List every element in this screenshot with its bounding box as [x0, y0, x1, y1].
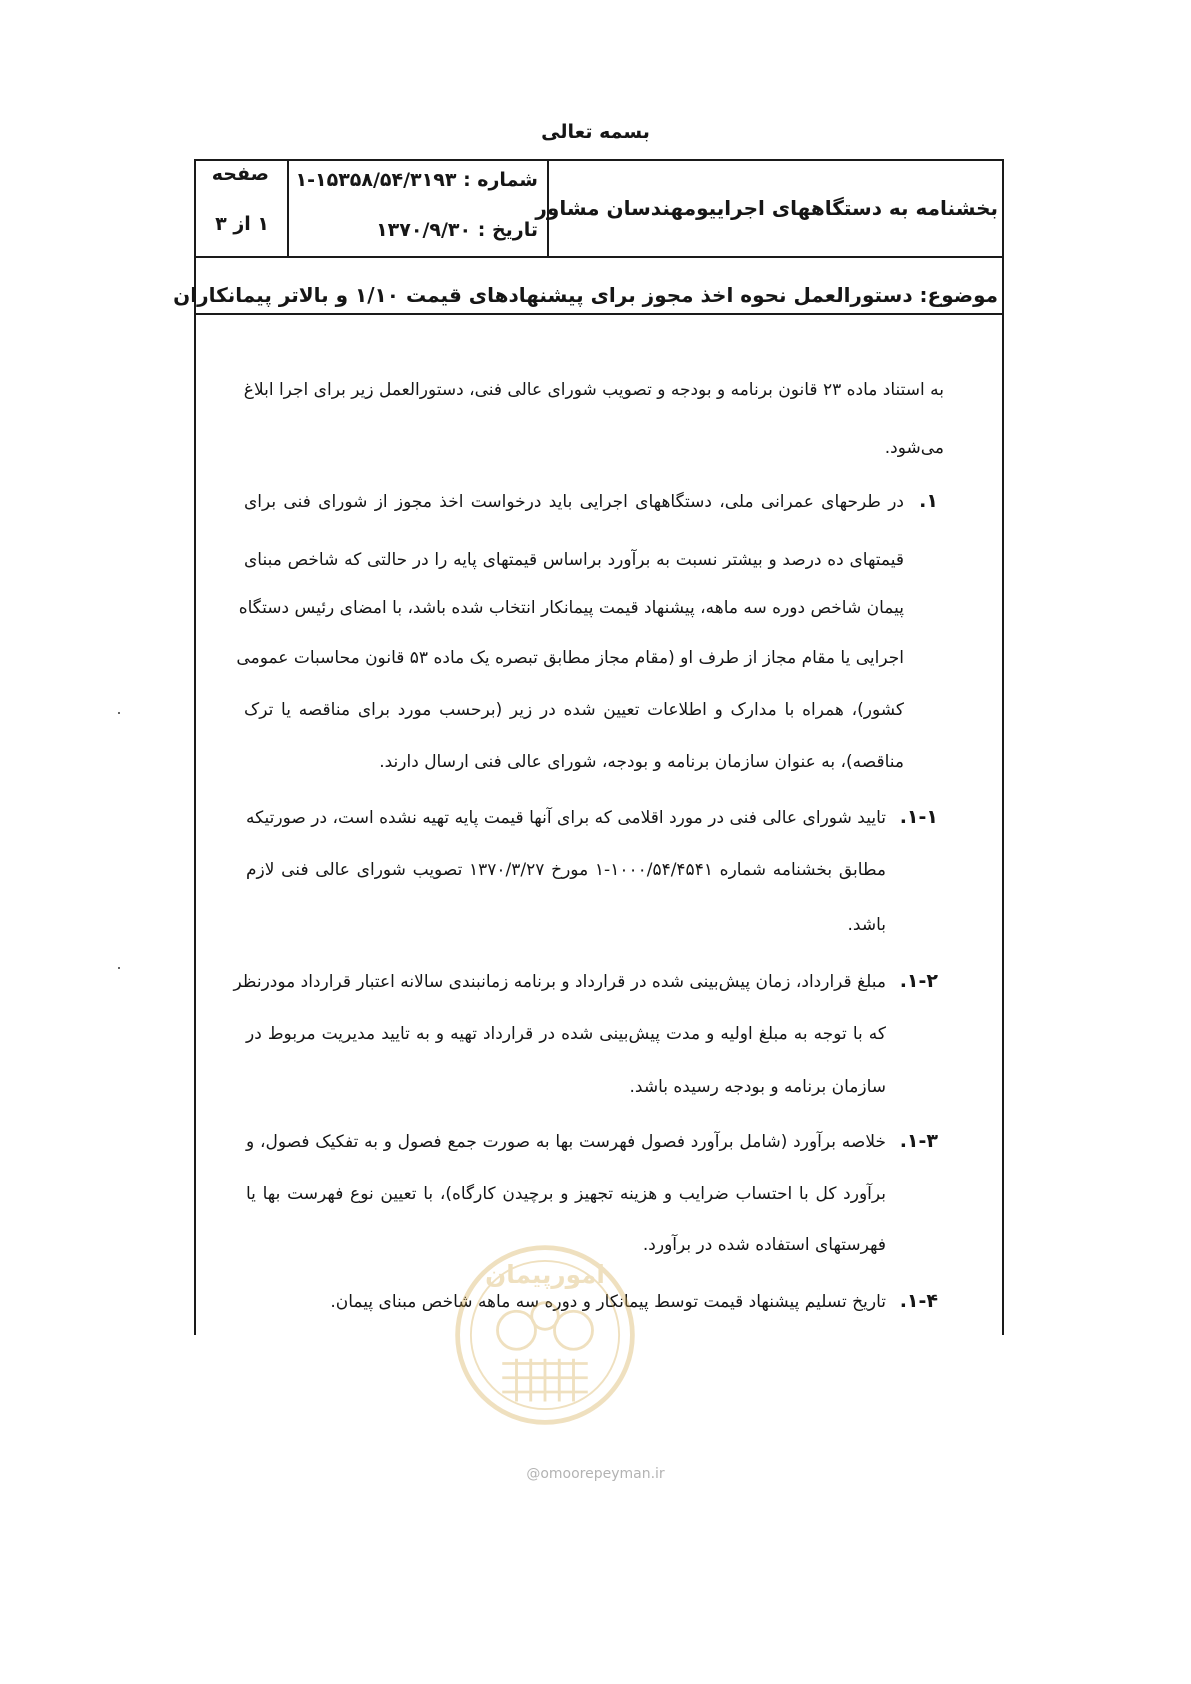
item-line: کشور)، همراه با مدارک و اطلاعات تعیین شده در زیر (برحسب مورد برای مناقصه یا ترک — [244, 700, 904, 720]
item-line: فهرستهای استفاده شده در برآورد. — [642, 1235, 886, 1255]
page-column-divider — [287, 159, 289, 257]
item-line: مطابق بخشنامه شماره ۱۰۰۰/۵۴/۴۵۴۱-۱ مورخ ۱۳۷۰/۳/۲۷ تصویب شورای عالی فنی لازم — [246, 860, 886, 880]
item-line: پیمان شاخص دوره سه ماهه، پیشنهاد قیمت پیمانکار انتخاب شده باشد، با امضای رئیس دستگاه — [238, 598, 904, 618]
item-line: مناقصه)، به عنوان سازمان برنامه و بودجه، شورای عالی فنی ارسال دارند. — [379, 752, 904, 772]
item-line: برآورد کل با احتساب ضرایب و هزینه تجهیز و برچیدن کارگاه)، با تعیین نوع فهرست بها یا — [246, 1184, 886, 1204]
intro-line: می‌شود. — [884, 438, 944, 458]
letter-frame — [194, 159, 1004, 1335]
item-number: ۱-۲. — [899, 970, 938, 992]
item-line: مبلغ قرارداد، زمان پیش‌بینی شده در قرارداد و برنامه زمانبندی سالانه اعتبار قرارداد مودرنظر — [233, 972, 886, 992]
item-line: قیمتهای ده درصد و بیشتر نسبت به برآورد براساس قیمتهای پایه را در حالتی که شاخص مبنای — [244, 550, 904, 570]
item-line: که با توجه به مبلغ اولیه و مدت پیش‌بینی شده در قرارداد تهیه و به تایید مدیریت مربوط در — [246, 1024, 886, 1044]
intro-line: به استناد ماده ۲۳ قانون برنامه و بودجه و تصویب شورای عالی فنی، دستورالعمل زیر برای اجرا ابلاغ — [243, 380, 944, 400]
page-label: صفحه — [211, 163, 269, 185]
item-line: باشد. — [847, 915, 886, 935]
item-number: ۱-۴. — [899, 1290, 938, 1312]
letter-date: تاریخ : ۱۳۷۰/۹/۳۰ — [376, 219, 538, 241]
margin-dot — [118, 967, 120, 969]
item-line: تاریخ تسلیم پیشنهاد قیمت توسط پیمانکار و دوره سه ماهه شاخص مبنای پیمان. — [330, 1292, 886, 1312]
header-divider — [194, 256, 1004, 258]
item-number: ۱. — [919, 490, 938, 512]
watermark: @omoorepeyman.ir — [526, 1466, 665, 1482]
item-line: در طرحهای عمرانی ملی، دستگاههای اجرایی باید درخواست اخذ مجوز از شورای فنی برای — [244, 492, 904, 512]
item-line: اجرایی یا مقام مجاز از طرف او (مقام مجاز مطابق تبصره یک ماده ۵۳ قانون محاسبات عمومی — [236, 648, 904, 668]
recipients: بخشنامه به دستگاههای اجراییومهندسان مشاور — [535, 196, 998, 220]
subject-divider — [194, 313, 1004, 315]
page-value: ۱ از ۳ — [215, 213, 269, 235]
item-line: سازمان برنامه و بودجه رسیده باشد. — [629, 1077, 886, 1097]
margin-dot — [118, 712, 120, 714]
letter-number: شماره : ۱۵۳۵۸/۵۴/۳۱۹۳-۱ — [295, 169, 538, 191]
item-number: ۱-۱. — [899, 806, 938, 828]
stamp-logo — [450, 1240, 640, 1430]
stamp-text: امورپیمان — [485, 1259, 605, 1289]
item-number: ۱-۳. — [899, 1130, 938, 1152]
subject: موضوع: دستورالعمل نحوه اخذ مجوز برای پیشنهادهای قیمت ۱/۱۰ و بالاتر پیمانکاران — [173, 283, 998, 307]
item-line: خلاصه برآورد (شامل برآورد فصول فهرست بها به صورت جمع فصول و به تفکیک فصول، و — [246, 1132, 886, 1152]
item-line: تایید شورای عالی فنی در مورد اقلامی که برای آنها قیمت پایه تهیه نشده است، در صورتیکه — [246, 808, 886, 828]
page-heading: بسمه تعالی — [541, 121, 650, 143]
